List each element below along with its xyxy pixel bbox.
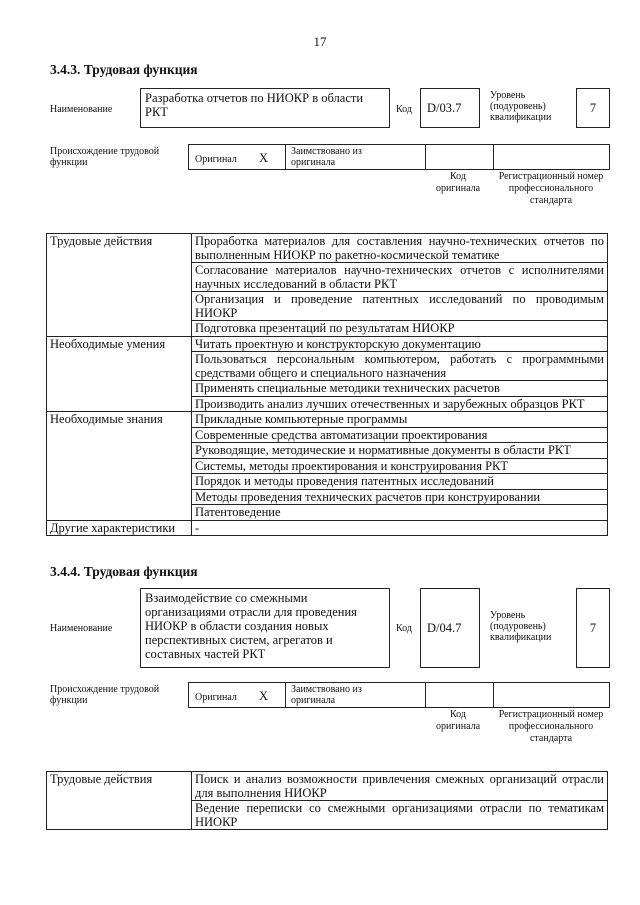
original-mark: X [259,689,269,703]
divider [493,145,494,169]
origin-box [188,144,610,170]
table-row [47,772,608,801]
level-label: Уровень (подуровень) квалификации [490,90,552,123]
other-label: Другие характеристики [47,520,192,536]
page-number: 17 [313,34,327,49]
level-value: 7 [576,588,610,668]
action-item: Организация и проведение патентных исследований по проводимым НИОКР [192,292,608,321]
code-orig-caption: Код оригинала [435,709,481,732]
knowledge-item: Методы проведения технических расчетов при конструировании [192,489,608,505]
code-label: Код [396,104,412,115]
table-row [47,520,608,536]
action-item: Проработка материалов для составления научно-технических отчетов по выполненным НИОКР по ракетно-космической тематике [192,234,608,263]
skill-item: Пользоваться персональным компьютером, работать с программными средствами общего и специального назначения [192,352,608,381]
original-mark: X [259,151,269,165]
level-label: Уровень (подуровень) квалификации [490,610,552,643]
origin-label: Происхождение трудовой функции [50,146,160,168]
skill-item: Производить анализ лучших отечественных и зарубежных образцов РКТ [192,396,608,412]
knowledge-item: Современные средства автоматизации проектирования [192,427,608,443]
reg-caption: Регистрационный номер профессионального стандарта [498,171,604,206]
borrowed-label: Заимствовано из оригинала [291,146,362,168]
divider [425,145,426,169]
code-orig-caption: Код оригинала [435,171,481,194]
code-label: Код [396,623,412,634]
divider [285,145,286,169]
section-heading: 3.4.4. Трудовая функция [50,564,198,579]
knowledge-item: Прикладные компьютерные программы [192,412,608,428]
reg-caption: Регистрационный номер профессионального стандарта [498,709,604,744]
knowledge-label: Необходимые знания [47,412,192,521]
origin-box [188,682,610,708]
action-item: Подготовка презентаций по результатам НИОКР [192,321,608,337]
function-table [46,771,608,830]
table-row [47,336,608,352]
name-value: Разработка отчетов по НИОКР в области РКТ [140,88,390,128]
divider [285,683,286,707]
section-heading: 3.4.3. Трудовая функция [50,62,198,77]
original-label: Оригинал [195,154,237,165]
actions-label: Трудовые действия [47,772,192,830]
action-item: Согласование материалов научно-технических отчетов с исполнителями научных исследований в области РКТ [192,263,608,292]
name-label: Наименование [50,623,113,634]
code-value: D/04.7 [420,588,480,668]
original-label: Оригинал [195,692,237,703]
action-item: Ведение переписки со смежными организациями отрасли по тематикам НИОКР [192,801,608,830]
name-value: Взаимодействие со смежными организациями отрасли для проведения НИОКР в области создания новых перспективных систем, агрегатов и составных частей РКТ [140,588,390,668]
borrowed-label: Заимствовано из оригинала [291,684,362,706]
action-item: Поиск и анализ возможности привлечения смежных организаций отрасли для выполнения НИОКР [192,772,608,801]
name-label: Наименование [50,104,113,115]
skills-label: Необходимые умения [47,336,192,412]
skill-item: Читать проектную и конструкторскую документацию [192,336,608,352]
divider [493,683,494,707]
code-value: D/03.7 [420,88,480,128]
other-value: - [192,520,608,536]
function-table [46,233,608,536]
knowledge-item: Порядок и методы проведения патентных исследований [192,474,608,490]
knowledge-item: Патентоведение [192,505,608,521]
knowledge-item: Системы, методы проектирования и конструирования РКТ [192,458,608,474]
level-value: 7 [576,88,610,128]
skill-item: Применять специальные методики технических расчетов [192,381,608,397]
table-row [47,412,608,428]
actions-label: Трудовые действия [47,234,192,337]
knowledge-item: Руководящие, методические и нормативные документы в области РКТ [192,443,608,459]
origin-label: Происхождение трудовой функции [50,684,160,706]
table-row [47,234,608,263]
divider [425,683,426,707]
